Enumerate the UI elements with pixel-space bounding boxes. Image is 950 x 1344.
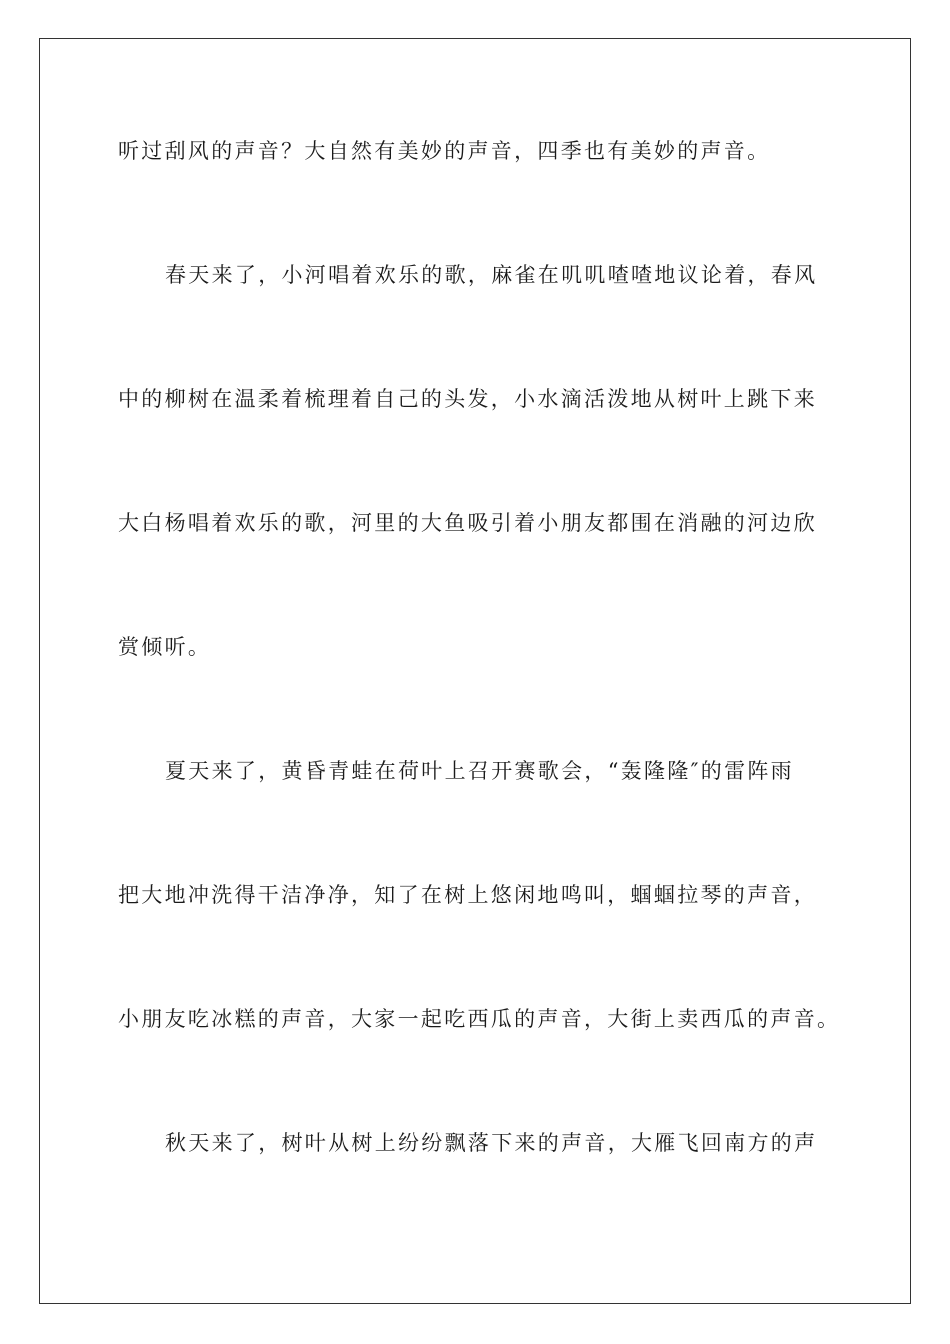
paragraph-line-4: 大白杨唱着欢乐的歌，河里的大鱼吸引着小朋友都围在消融的河边欣 — [118, 511, 817, 535]
paragraph-line-6: 夏天来了，黄昏青蛙在荷叶上召开赛歌会，“轰隆隆″的雷阵雨 — [165, 759, 794, 783]
paragraph-line-8: 小朋友吃冰糕的声音，大家一起吃西瓜的声音，大街上卖西瓜的声音。 — [118, 1007, 841, 1031]
paragraph-line-7: 把大地冲洗得干洁净净，知了在树上悠闲地鸣叫，蝈蝈拉琴的声音， — [118, 883, 817, 907]
paragraph-line-5: 赏倾听。 — [118, 635, 212, 659]
paragraph-line-9: 秋天来了，树叶从树上纷纷飘落下来的声音，大雁飞回南方的声 — [165, 1131, 818, 1155]
paragraph-line-2: 春天来了，小河唱着欢乐的歌，麻雀在叽叽喳喳地议论着，春风 — [165, 263, 818, 287]
paragraph-line-1: 听过刮风的声音？大自然有美妙的声音，四季也有美妙的声音。 — [118, 139, 771, 163]
paragraph-line-3: 中的柳树在温柔着梳理着自己的头发，小水滴活泼地从树叶上跳下来 — [118, 387, 817, 411]
page-border — [39, 38, 911, 1304]
